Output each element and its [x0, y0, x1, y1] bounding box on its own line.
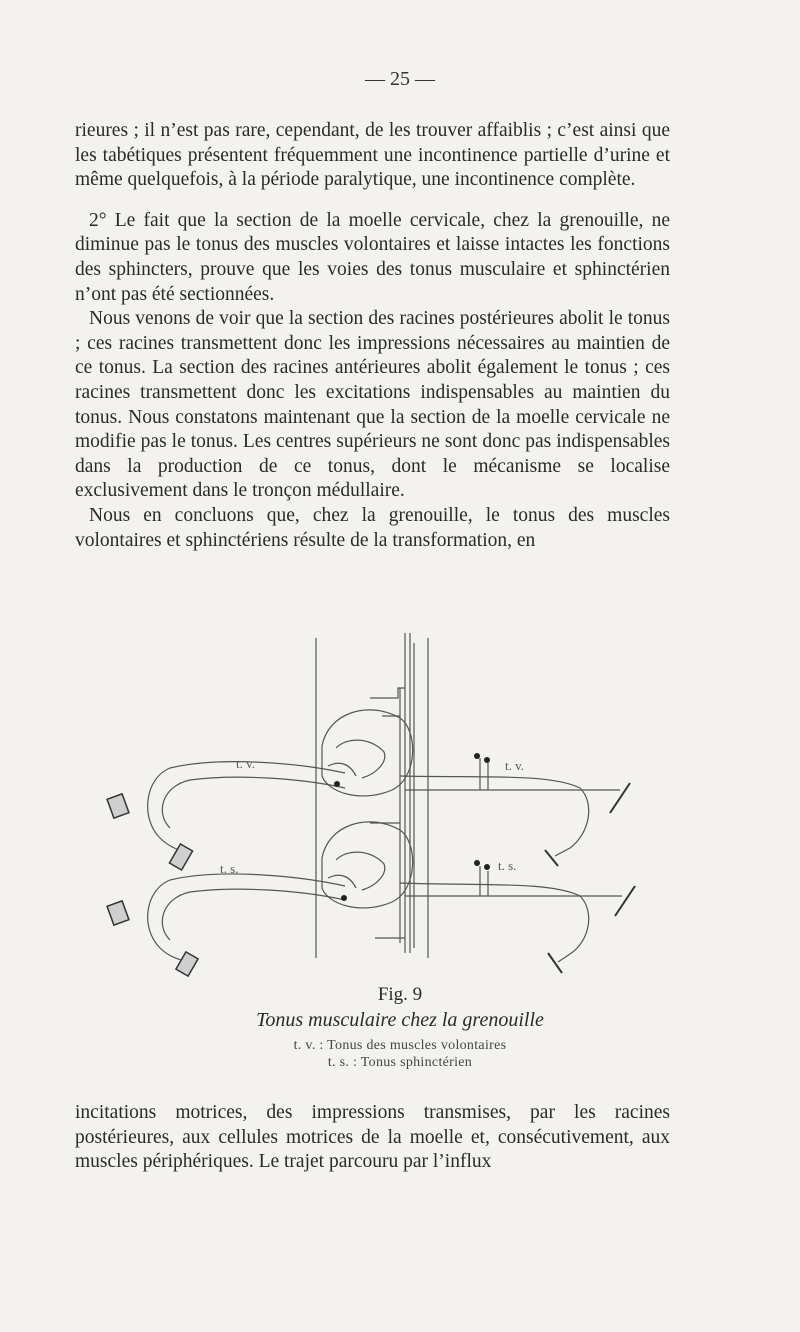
- label-ts-right: t. s.: [498, 858, 517, 873]
- frog-tonus-diagram: [100, 628, 660, 978]
- legend-line-1: t. v. : Tonus des muscles volontaires: [293, 1038, 507, 1053]
- label-ts-left: t. s.: [220, 861, 239, 876]
- paragraph-4: Nous en concluons que, chez la grenouille, le tonus des muscles volontaires et sphinctériens résulte de la transformation, en: [75, 504, 670, 551]
- legend-line-2: t. s. : Tonus sphinctérien: [327, 1055, 473, 1070]
- paragraph-2: 2° Le fait que la section de la moelle cervicale, chez la grenouille, ne diminue pas le tonus des muscles volontaires et laisse intactes les fonctions des sphincters, prouve que les voies des tonus musculaire et sphinctérien n’ont pas été sectionnées.: [75, 209, 670, 305]
- paragraph-1: rieures ; il n’est pas rare, cependant, de les trouver affaiblis ; c’est ainsi que les tabétiques présentent fréquemment une incontinence partielle d’urine et même quelquefois, à la période paralytique, une incontinence complète.: [75, 120, 670, 191]
- figure-title: Tonus musculaire chez la grenouille: [256, 1009, 544, 1031]
- bottom-text-block: [75, 1101, 670, 1175]
- paragraph-3: Nous venons de voir que la section des racines postérieures abolit le tonus ; ces racines transmettent donc les impressions nécessaires au maintien de ce tonus. La section des racines antérieures abolit également le tonus ; ces racines transmettent donc les excitations indispensables au maintien du tonus. Nous constatons maintenant que la section de la moelle cervicale ne modifie pas le tonus. Les centres supérieurs ne sont donc pas indispensables dans la production de ce tonus, dont le mécanisme se localise exclusivement dans le tronçon médullaire.: [75, 308, 670, 502]
- figure-legend: [0, 1037, 800, 1071]
- label-tv-right: t. v.: [505, 758, 525, 773]
- page-number: — 25 —: [365, 68, 435, 90]
- label-tv-left: t. v.: [236, 756, 256, 771]
- paragraph-5: incitations motrices, des impressions transmises, par les racines postérieures, aux cellules motrices de la moelle et, consécutivement, aux muscles périphériques. Le trajet parcouru par l’influx: [75, 1102, 670, 1173]
- figure-diagram: [100, 628, 660, 978]
- figure-number: Fig. 9: [377, 984, 423, 1005]
- top-text-block: [75, 119, 670, 553]
